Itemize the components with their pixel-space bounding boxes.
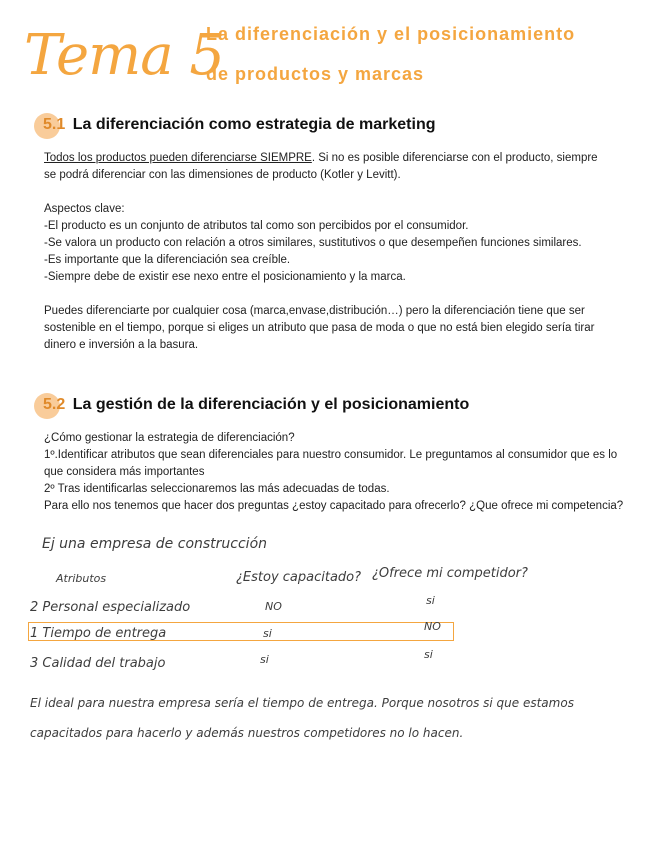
col-attributes: Atributos — [56, 572, 107, 585]
intro-rest: . Si no es posible diferenciarse con el producto, siempre se podrá diferenciar con las dimensiones de producto (Kotler y Levitt). — [44, 152, 598, 181]
example-title: Ej una empresa de construcción — [42, 536, 268, 552]
section-number: 5.1 — [40, 116, 68, 134]
body-line: 2º Tras identificarlas seleccionaremos las más adecuadas de todas. — [44, 483, 390, 495]
section-5-1-heading — [40, 116, 435, 134]
attribute-row-q2: NO — [424, 620, 441, 633]
body-line: 1º.Identificar atributos que sean diferenciales para nuestro consumidor. Le preguntamos al consumidor que es lo que considera más importantes — [44, 449, 618, 478]
attribute-row-label: 2 Personal especializado — [30, 600, 191, 615]
chapter-title-line-1: La diferenciación y el posicionamiento — [206, 24, 576, 44]
section-title: La gestión de la diferenciación y el posicionamiento — [72, 396, 470, 413]
section-number: 5.2 — [40, 396, 68, 414]
body-line: ¿Cómo gestionar la estrategia de diferenciación? — [44, 432, 295, 444]
col-competidor: ¿Ofrece mi competidor? — [372, 566, 528, 581]
attribute-row-label: 1 Tiempo de entrega — [30, 626, 167, 641]
aspect-item: -Siempre debe de existir ese nexo entre el posicionamiento y la marca. — [44, 271, 406, 283]
tema-title: Tema 5 — [24, 23, 225, 88]
aspects-title: Aspectos clave: — [44, 203, 125, 215]
intro-paragraph — [44, 150, 609, 184]
attribute-row-q2: si — [424, 648, 433, 661]
section-5-2-heading — [40, 396, 469, 414]
aspect-item: -Se valora un producto con relación a otros similares, sustitutivos o que desempeñen funciones similares. — [44, 237, 582, 249]
attribute-row-q1: si — [263, 627, 272, 640]
conclusion-line-2: capacitados para hacerlo y además nuestros competidores no lo hacen. — [30, 726, 464, 740]
chapter-title-line-2: de productos y marcas — [206, 64, 425, 84]
conclusion-line-1: El ideal para nuestra empresa sería el tiempo de entrega. Porque nosotros si que estamos — [30, 696, 574, 710]
section-title: La diferenciación como estrategia de marketing — [72, 116, 436, 133]
col-capacitado: ¿Estoy capacitado? — [236, 570, 362, 585]
section-5-1-body — [44, 150, 609, 354]
attribute-row-q1: NO — [265, 600, 282, 613]
attribute-row-label: 3 Calidad del trabajo — [30, 656, 166, 671]
aspect-item: -Es importante que la diferenciación sea creíble. — [44, 254, 291, 266]
section-5-2-body — [44, 430, 624, 515]
aspect-item: -El producto es un conjunto de atributos tal como son percibidos por el consumidor. — [44, 220, 469, 232]
intro-underlined: Todos los productos pueden diferenciarse SIEMPRE — [44, 152, 312, 164]
body-line: Para ello nos tenemos que hacer dos preguntas ¿estoy capacitado para ofrecerlo? ¿Que ofrece mi competencia? — [44, 500, 624, 512]
closing-paragraph: Puedes diferenciarte por cualquier cosa (marca,envase,distribución…) pero la diferenciación tiene que ser sostenible en el tiempo, porque si eliges un atributo que pasa de moda o que no está bien elegido sería tirar dinero e inversión a la basura. — [44, 305, 595, 351]
attribute-row-q2: si — [426, 594, 435, 607]
attribute-row-q1: si — [260, 653, 269, 666]
